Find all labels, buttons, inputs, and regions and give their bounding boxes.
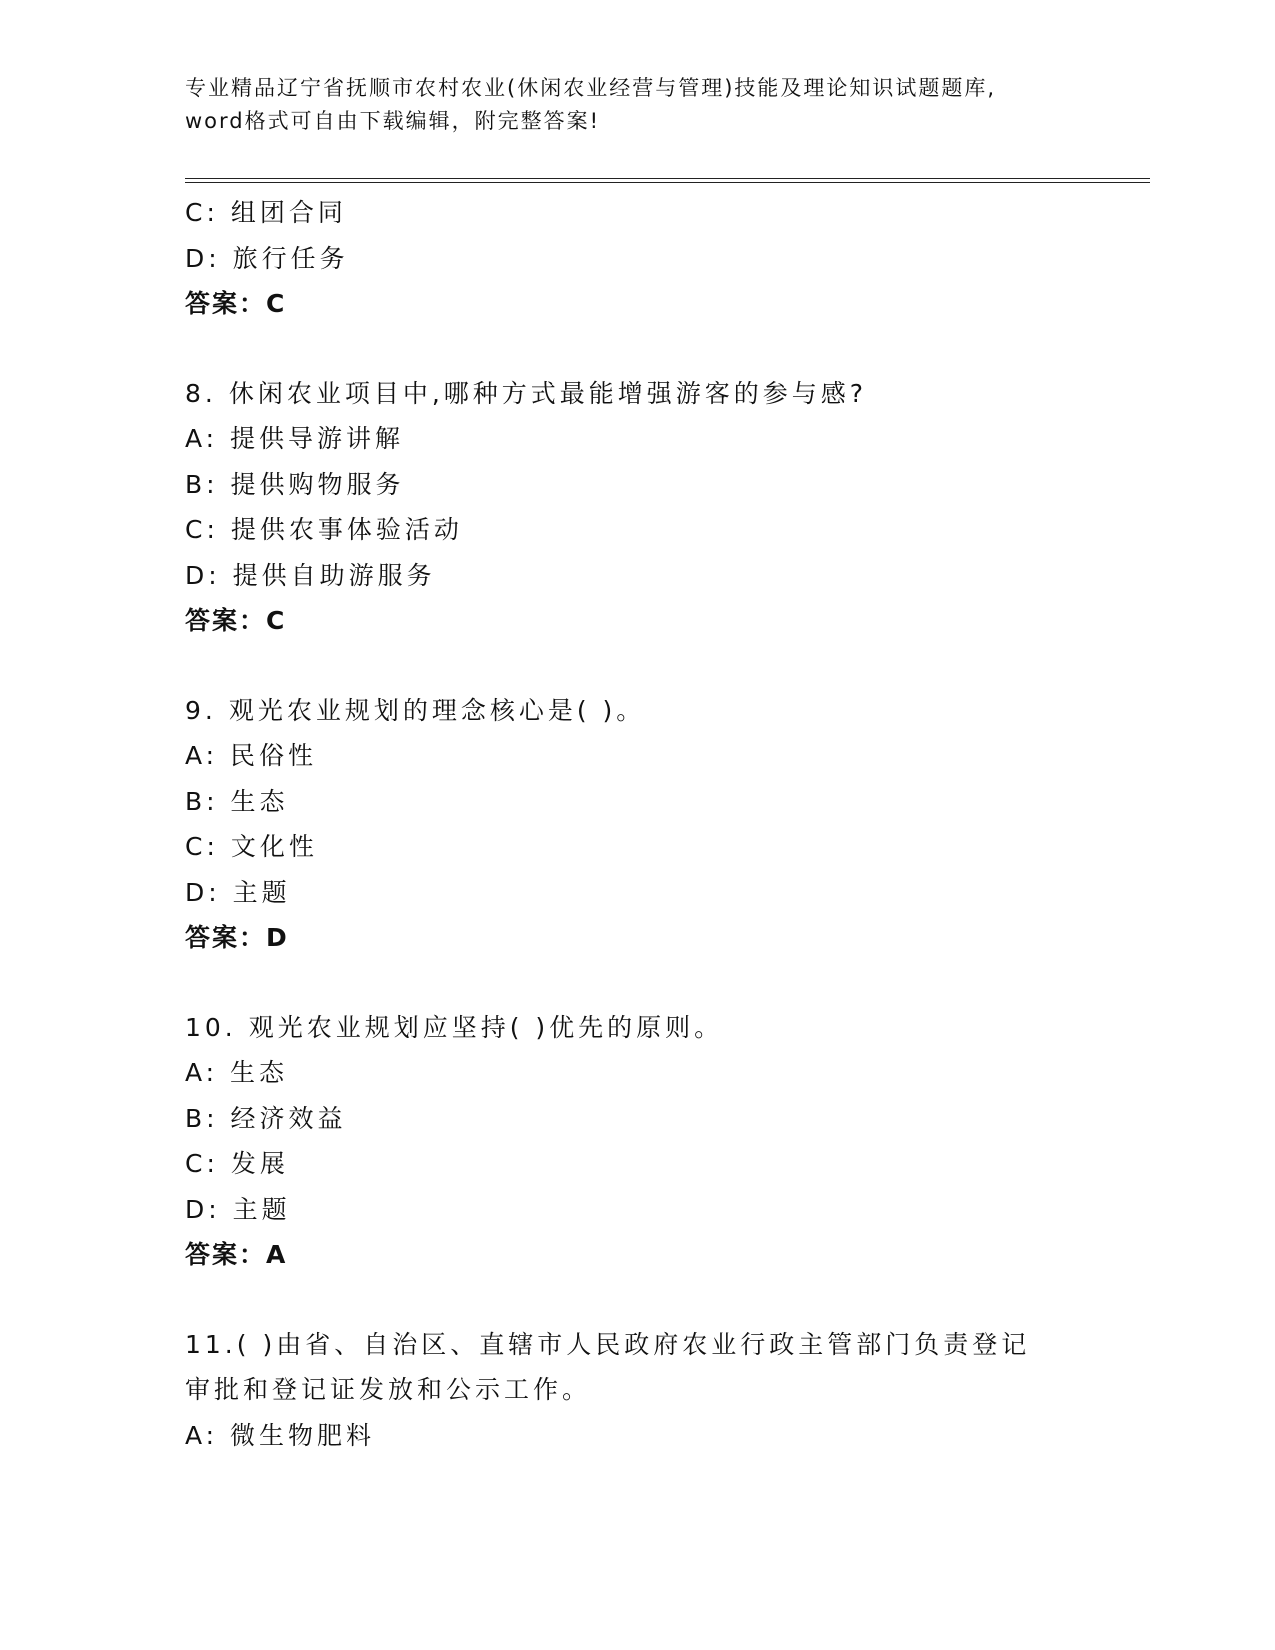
header-title-line2: word格式可自由下载编辑，附完整答案! [185,109,601,133]
answer-line: 答案：D [185,923,289,952]
question-11 [185,1322,1115,1459]
answer-line: 答案：C [185,606,287,635]
question-10 [185,1005,1115,1278]
document-body [185,190,1115,1458]
option-text: 发展 [230,1149,289,1178]
option-label: C: [185,515,219,544]
option-label: D: [185,877,221,907]
header-title-line1: 专业精品辽宁省抚顺市农村农业(休闲农业经营与管理)技能及理论知识试题题库, [185,76,997,100]
option-label: D: [185,243,221,273]
option-b [185,462,1115,508]
option-a [185,416,1115,462]
question-number: 10. [185,1012,237,1042]
option-text: 生态 [230,1058,289,1087]
question-number: 9. [185,695,217,725]
option-text: 经济效益 [230,1103,347,1133]
option-label: D: [185,1194,221,1224]
option-d [185,870,1115,916]
option-text: 民俗性 [230,741,318,770]
option-a [185,1050,1115,1096]
option-text: 微生物肥料 [230,1420,376,1450]
question-text: 休闲农业项目中,哪种方式最能增强游客的参与感? [228,378,868,408]
question-9 [185,688,1115,961]
option-a [185,1413,1115,1459]
option-text: 主题 [232,877,291,907]
header-divider [185,178,1150,183]
option-a [185,733,1115,779]
option-label: B: [185,786,219,816]
question-stem [185,1322,1115,1368]
question-text: ( )由省、自治区、直辖市人民政府农业行政主管部门负责登记 [236,1329,1031,1359]
option-label: B: [185,469,219,499]
option-d [185,1187,1115,1233]
option-label: C: [185,832,219,861]
page-header [185,72,1085,138]
option-label: A: [185,741,219,770]
option-label: B: [185,1103,219,1133]
option-label: A: [185,424,219,453]
option-text: 组团合同 [230,198,347,227]
question-text: 观光农业规划的理念核心是( )。 [228,695,646,725]
answer-line: 答案：C [185,289,287,318]
option-text: 提供自助游服务 [232,560,436,590]
option-text: 提供购物服务 [230,469,405,499]
question-stem [185,1005,1115,1051]
option-d [185,553,1115,599]
option-c [185,824,1115,870]
option-text: 主题 [232,1194,291,1224]
question-stem [185,688,1115,734]
question-number: 11. [185,1329,237,1359]
question-text-continued: 审批和登记证发放和公示工作。 [185,1375,592,1404]
question-text: 观光农业规划应坚持( )优先的原则。 [248,1012,724,1042]
option-label: D: [185,560,221,590]
answer-line: 答案：A [185,1240,288,1269]
option-label: C: [185,1149,219,1178]
option-c [185,507,1115,553]
option-label: A: [185,1420,219,1450]
option-text: 提供农事体验活动 [230,515,463,544]
option-c [185,190,1115,236]
option-label: C: [185,198,219,227]
question-8 [185,371,1115,644]
option-text: 提供导游讲解 [230,424,405,453]
option-b [185,779,1115,825]
question-stem [185,371,1115,417]
option-c [185,1141,1115,1187]
option-d [185,236,1115,282]
option-b [185,1096,1115,1142]
option-text: 文化性 [230,832,318,861]
option-text: 旅行任务 [232,243,349,273]
question-7-tail [185,190,1115,327]
question-number: 8. [185,378,217,408]
option-label: A: [185,1058,219,1087]
option-text: 生态 [230,786,289,816]
